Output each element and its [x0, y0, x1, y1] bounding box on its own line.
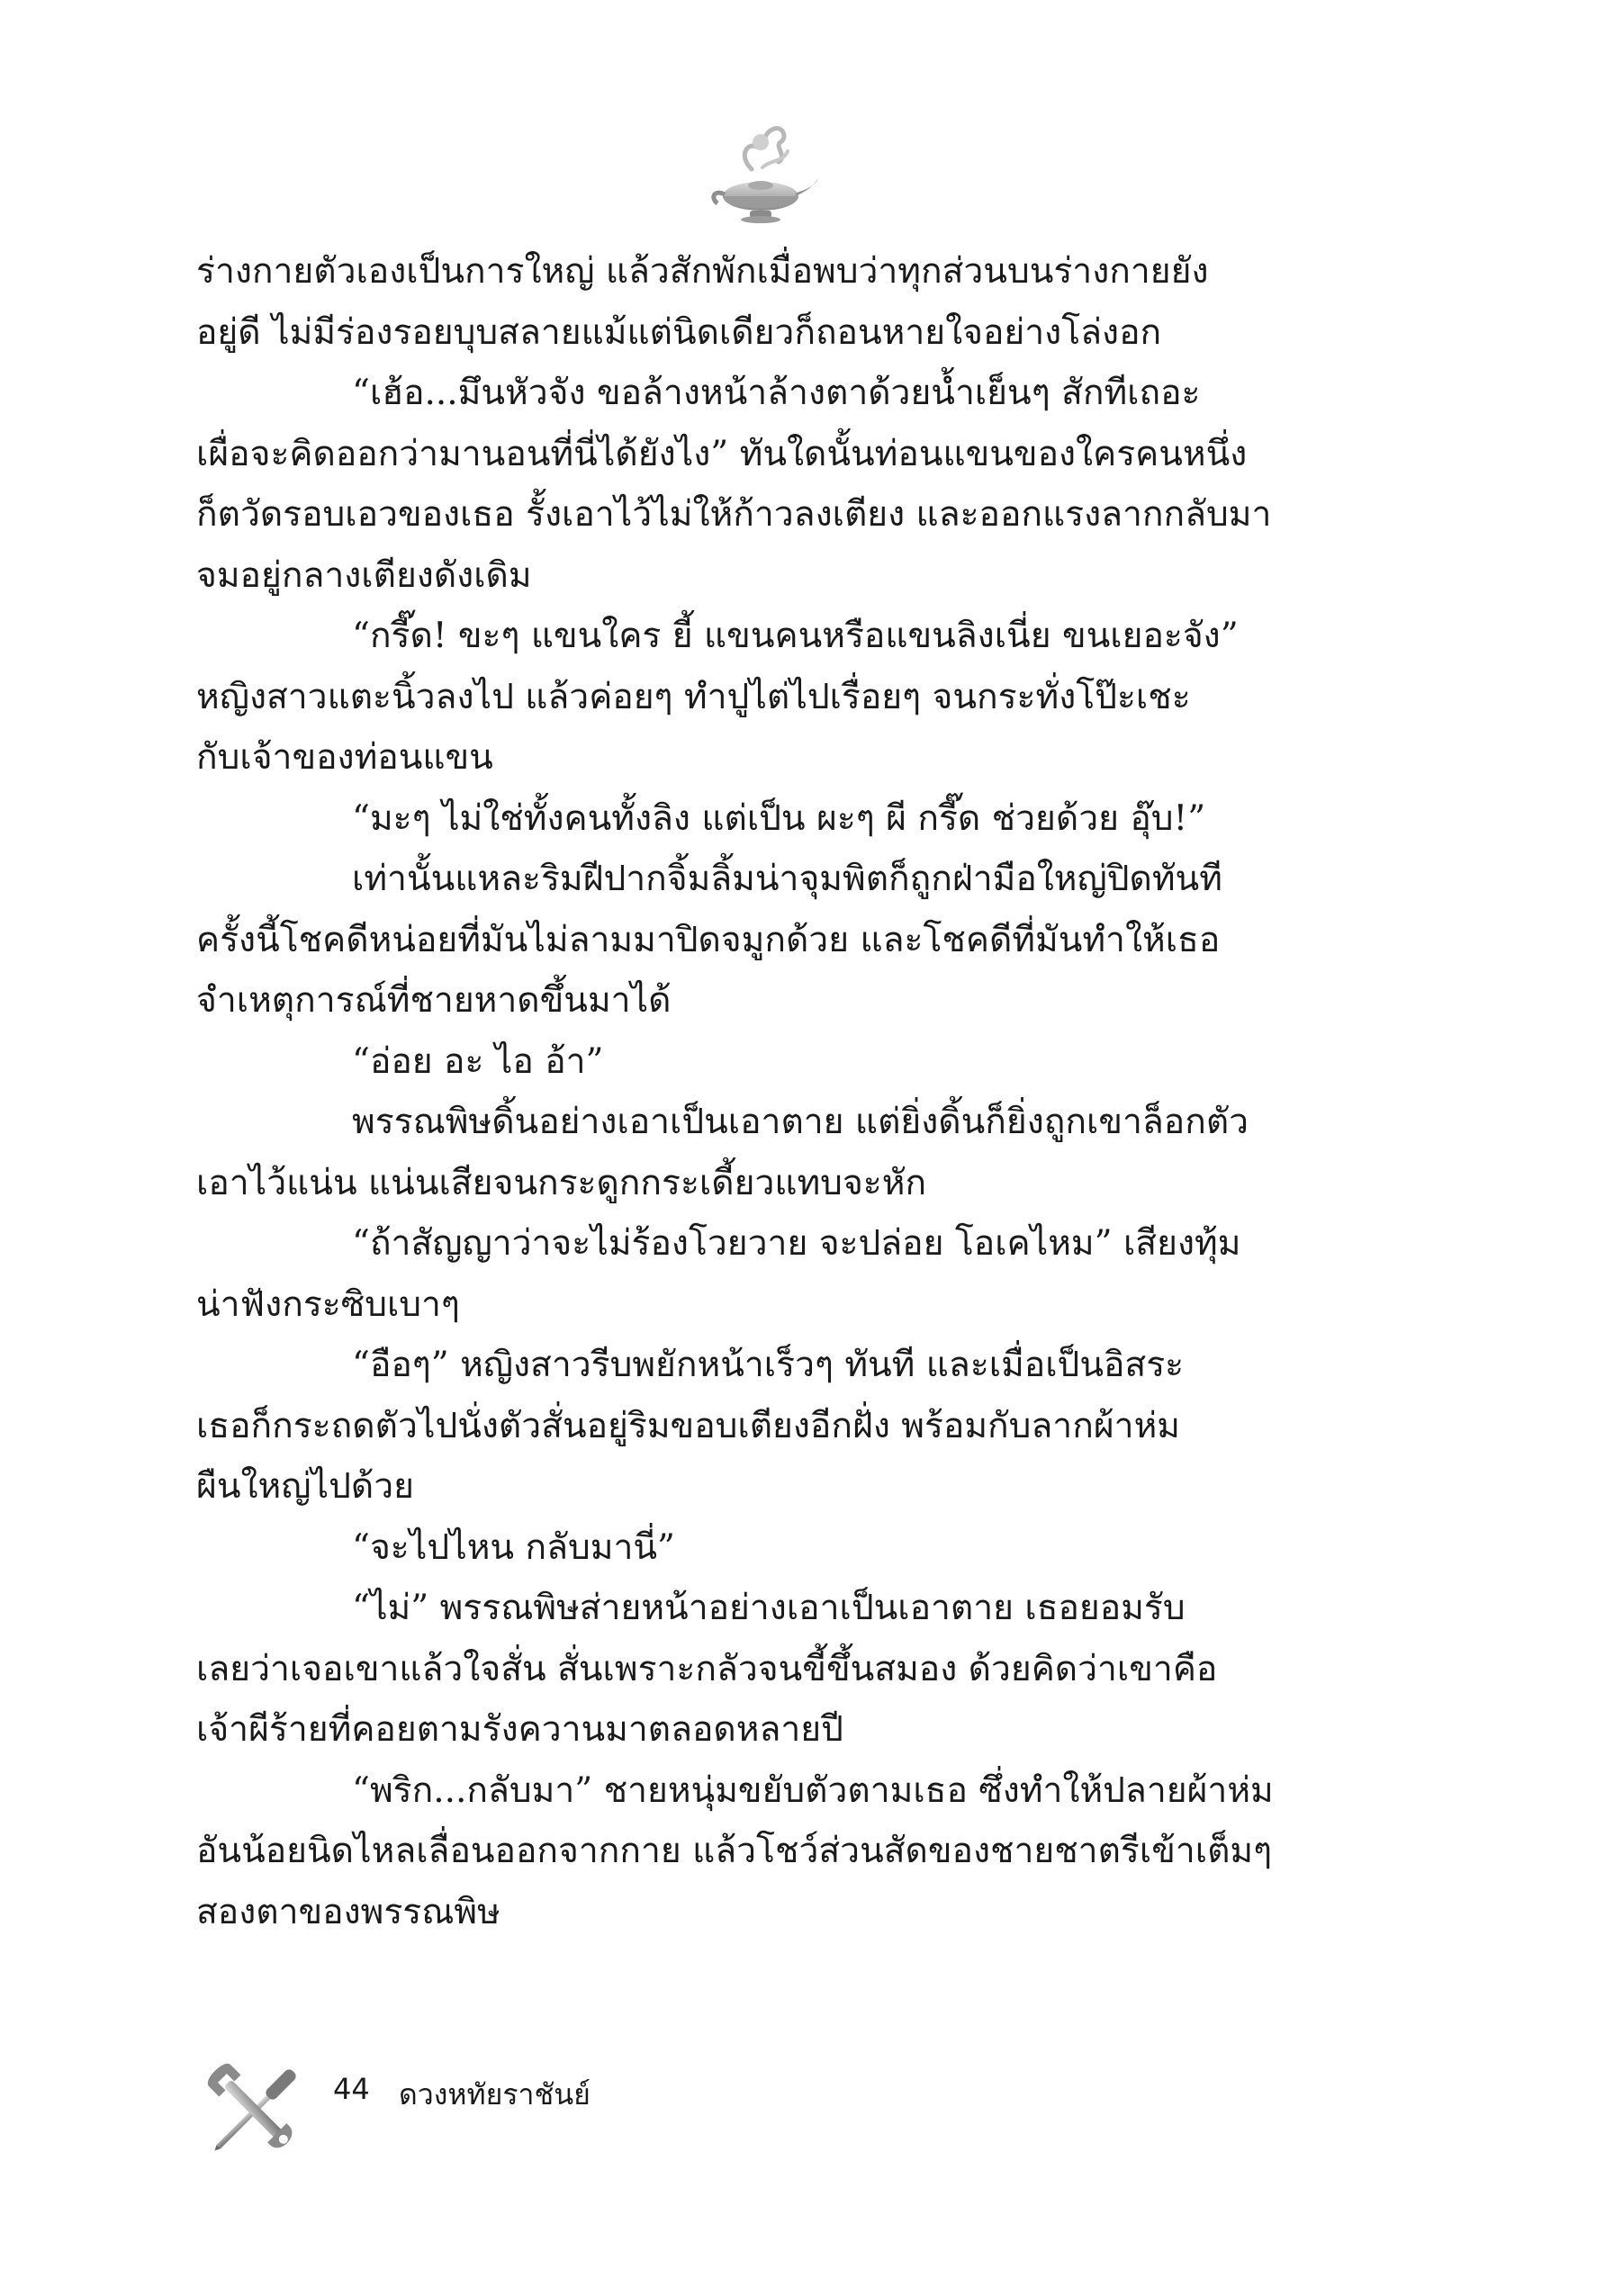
page-footer: [196, 2052, 826, 2169]
text-line: “ไม่” พรรณพิษส่ายหน้าอย่างเอาเป็นเอาตาย เธอยอมรับ: [352, 1588, 1186, 1628]
text-line: เจ้าผีร้ายที่คอยตามรังควานมาตลอดหลายปี: [196, 1709, 843, 1750]
text-line: เธอก็กระถดตัวไปนั่งตัวสั่นอยู่ริมขอบเตียงอีกฝั่ง พร้อมกับลากผ้าห่ม: [196, 1405, 1180, 1446]
text-line: “ถ้าสัญญาว่าจะไม่ร้องโวยวาย จะปล่อย โอเคไหม” เสียงทุ้ม: [352, 1223, 1241, 1264]
text-line: พรรณพิษดิ้นอย่างเอาเป็นเอาตาย แต่ยิ่งดิ้นก็ยิ่งถูกเขาล็อกตัว: [352, 1102, 1249, 1142]
wrench-screwdriver-icon: [196, 2052, 313, 2169]
page-number: 44: [333, 2072, 370, 2106]
text-line: เลยว่าเจอเขาแล้วใจสั่น สั่นเพราะกลัวจนขี้ขึ้นสมอง ด้วยคิดว่าเขาคือ: [196, 1648, 1218, 1689]
text-line: อยู่ดี ไม่มีร่องรอยบุบสลายแม้แต่นิดเดียวก็ถอนหายใจอย่างโล่งอก: [196, 311, 1162, 353]
text-line: “กรี๊ด! ขะๆ แขนใคร ยี้ แขนคนหรือแขนลิงเนี่ย ขนเยอะจัง”: [352, 616, 1239, 656]
text-line: “เฮ้อ...มึนหัวจัง ขอล้างหน้าล้างตาด้วยน้ำเย็นๆ สักทีเถอะ: [352, 373, 1201, 413]
text-line: กับเจ้าของท่อนแขน: [196, 737, 493, 778]
text-line: หญิงสาวแตะนิ้วลงไป แล้วค่อยๆ ทำปูไต่ไปเรื่อยๆ จนกระทั่งโป๊ะเชะ: [196, 676, 1191, 717]
text-line: “มะๆ ไม่ใช่ทั้งคนทั้งลิง แต่เป็น ผะๆ ผี กรี๊ด ช่วยด้วย อุ๊บ!”: [352, 797, 1206, 839]
text-line: ครั้งนี้โชคดีหน่อยที่มันไม่ลามมาปิดจมูกด้วย และโชคดีที่มันทำให้เธอ: [196, 919, 1221, 960]
body-text: [196, 241, 1371, 1942]
text-line: เท่านั้นแหละริมฝีปากจิ้มลิ้มน่าจุมพิตก็ถูกฝ่ามือใหญ่ปิดทันที: [352, 859, 1222, 899]
text-line: เอาไว้แน่น แน่นเสียจนกระดูกกระเดี้ยวแทบจะหัก: [196, 1162, 927, 1203]
text-line: จมอยู่กลางเตียงดังเดิม: [196, 554, 532, 596]
text-line: “พริก...กลับมา” ชายหนุ่มขยับตัวตามเธอ ซึ่งทำให้ปลายผ้าห่ม: [352, 1769, 1274, 1811]
text-line: จำเหตุการณ์ที่ชายหาดขึ้นมาได้: [196, 980, 672, 1021]
text-line: สองตาของพรรณพิษ: [196, 1891, 500, 1932]
text-line: อันน้อยนิดไหลเลื่อนออกจากกาย แล้วโชว์ส่วนสัดของชายชาตรีเข้าเต็มๆ: [196, 1831, 1273, 1871]
text-line: ผืนใหญ่ไปด้วย: [196, 1466, 414, 1507]
text-line: น่าฟังกระซิบเบาๆ: [196, 1283, 460, 1325]
text-line: “อ่อย อะ ไอ อ้า”: [352, 1040, 604, 1082]
text-line: ร่างกายตัวเองเป็นการใหญ่ แล้วสักพักเมื่อพบว่าทุกส่วนบนร่างกายยัง: [196, 251, 1209, 292]
text-line: เผื่อจะคิดออกว่ามานอนที่นี่ได้ยังไง” ทันใดนั้นท่อนแขนของใครคนหนึ่ง: [196, 433, 1248, 474]
genie-lamp-icon: [698, 106, 824, 232]
text-line: “อือๆ” หญิงสาวรีบพยักหน้าเร็วๆ ทันที และเมื่อเป็นอิสระ: [352, 1345, 1185, 1385]
book-title: ดวงหทัยราชันย์: [399, 2077, 591, 2111]
text-line: ก็ตวัดรอบเอวของเธอ รั้งเอาไว้ไม่ให้ก้าวลงเตียง และออกแรงลากกลับมา: [196, 494, 1272, 535]
text-line: “จะไปไหน กลับมานี่”: [352, 1526, 675, 1568]
